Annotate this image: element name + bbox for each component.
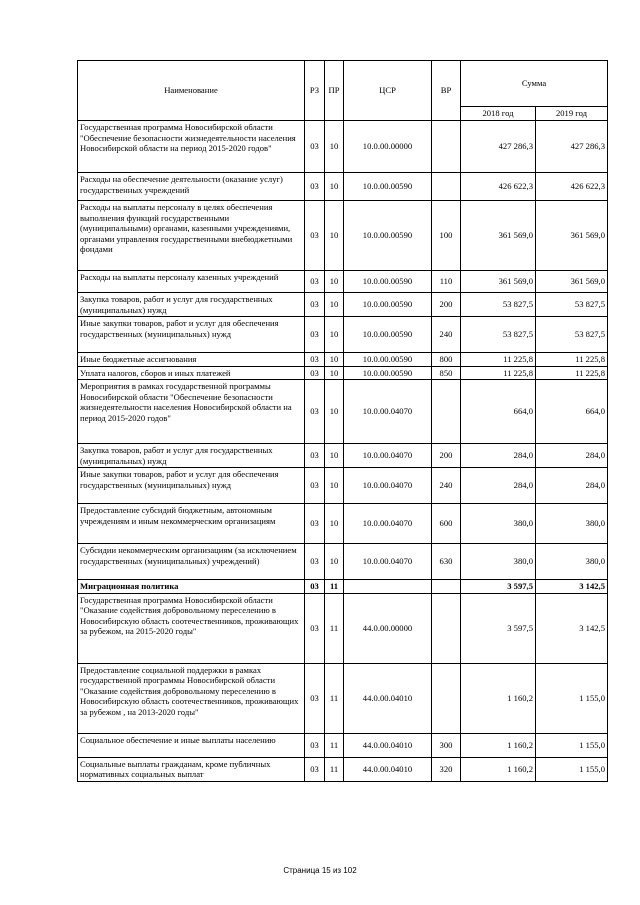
- row-sum-2019-cell: 361 569,0: [536, 271, 608, 293]
- row-rz-cell: 03: [305, 757, 325, 781]
- row-vr-cell: 200: [432, 444, 461, 468]
- row-name-cell: Закупка товаров, работ и услуг для государственных (муниципальных) нужд: [78, 444, 305, 468]
- page-footer: Страница 15 из 102: [283, 866, 357, 875]
- row-pr-cell: 10: [325, 544, 344, 580]
- row-name-cell: Предоставление социальной поддержки в рамках государственной программы Новосибирской области "Оказание содействия добровольному переселению в Новосибирскую область соотечественников, проживающих за рубежом , на 2013-2020 годы": [78, 663, 305, 733]
- row-sum-2019-cell: 284,0: [536, 444, 608, 468]
- budget-table: [77, 60, 608, 782]
- row-sum-2019-cell: 11 225,8: [536, 353, 608, 367]
- row-csr-cell: 10.0.00.04070: [344, 504, 432, 544]
- row-name-cell: Миграционная политика: [78, 580, 305, 594]
- header-rz: РЗ: [305, 61, 325, 121]
- row-rz-cell: 03: [305, 444, 325, 468]
- row-csr-cell: 10.0.00.04070: [344, 544, 432, 580]
- row-name-cell: Государственная программа Новосибирской области "Обеспечение безопасности жизнедеятельности населения Новосибирской области на период 2015-2020 годов": [78, 121, 305, 173]
- row-pr-cell: 10: [325, 380, 344, 444]
- row-vr-cell: [432, 580, 461, 594]
- row-rz-cell: 03: [305, 317, 325, 353]
- table-row: [78, 201, 608, 271]
- row-sum-2018-cell: 3 597,5: [461, 580, 536, 594]
- row-rz-cell: 03: [305, 504, 325, 544]
- row-name-cell: Иные закупки товаров, работ и услуг для обеспечения государственных (муниципальных) нужд: [78, 317, 305, 353]
- table-body: [78, 121, 608, 782]
- table-row: [78, 173, 608, 201]
- row-sum-2019-cell: 380,0: [536, 544, 608, 580]
- header-name: Наименование: [78, 61, 305, 121]
- table-row: [78, 468, 608, 504]
- row-sum-2019-cell: 427 286,3: [536, 121, 608, 173]
- row-sum-2019-cell: 3 142,5: [536, 580, 608, 594]
- row-sum-2019-cell: 3 142,5: [536, 593, 608, 663]
- row-sum-2019-cell: 53 827,5: [536, 293, 608, 317]
- row-csr-cell: 10.0.00.00590: [344, 317, 432, 353]
- table-row: [78, 353, 608, 367]
- row-sum-2018-cell: 427 286,3: [461, 121, 536, 173]
- row-sum-2018-cell: 11 225,8: [461, 353, 536, 367]
- row-vr-cell: 240: [432, 468, 461, 504]
- row-vr-cell: 800: [432, 353, 461, 367]
- row-name-cell: Субсидии некоммерческим организациям (за исключением государственных (муниципальных) учреждений): [78, 544, 305, 580]
- row-sum-2018-cell: 361 569,0: [461, 271, 536, 293]
- header-vr: ВР: [432, 61, 461, 121]
- row-sum-2018-cell: 284,0: [461, 468, 536, 504]
- row-name-cell: Социальное обеспечение и иные выплаты населению: [78, 733, 305, 757]
- row-vr-cell: 100: [432, 201, 461, 271]
- row-sum-2018-cell: 53 827,5: [461, 293, 536, 317]
- row-sum-2019-cell: 284,0: [536, 468, 608, 504]
- header-year-2019: 2019 год: [536, 107, 608, 121]
- row-rz-cell: 03: [305, 366, 325, 380]
- row-name-cell: Предоставление субсидий бюджетным, автономным учреждениям и иным некоммерческим организациям: [78, 504, 305, 544]
- row-vr-cell: 300: [432, 733, 461, 757]
- row-csr-cell: 10.0.00.00590: [344, 366, 432, 380]
- row-sum-2019-cell: 664,0: [536, 380, 608, 444]
- row-rz-cell: 03: [305, 353, 325, 367]
- row-sum-2018-cell: 3 597,5: [461, 593, 536, 663]
- row-name-cell: Расходы на выплаты персоналу казенных учреждений: [78, 271, 305, 293]
- row-csr-cell: 10.0.00.00590: [344, 353, 432, 367]
- row-csr-cell: 10.0.00.04070: [344, 444, 432, 468]
- row-vr-cell: [432, 173, 461, 201]
- row-name-cell: Закупка товаров, работ и услуг для государственных (муниципальных) нужд: [78, 293, 305, 317]
- row-rz-cell: 03: [305, 468, 325, 504]
- row-sum-2019-cell: 53 827,5: [536, 317, 608, 353]
- row-vr-cell: [432, 663, 461, 733]
- table-row: [78, 366, 608, 380]
- row-sum-2019-cell: 380,0: [536, 504, 608, 544]
- row-sum-2019-cell: 426 622,3: [536, 173, 608, 201]
- row-pr-cell: 11: [325, 733, 344, 757]
- row-sum-2018-cell: 1 160,2: [461, 663, 536, 733]
- row-rz-cell: 03: [305, 293, 325, 317]
- row-sum-2019-cell: 1 155,0: [536, 663, 608, 733]
- row-csr-cell: 44.0.00.00000: [344, 593, 432, 663]
- row-pr-cell: 10: [325, 353, 344, 367]
- row-name-cell: Расходы на выплаты персоналу в целях обеспечения выполнения функций государственными (муниципальными) органами, казенными учреждениями, органами управления государственными внебюджетными фондами: [78, 201, 305, 271]
- table-row: [78, 757, 608, 781]
- row-sum-2019-cell: 1 155,0: [536, 757, 608, 781]
- row-csr-cell: 44.0.00.04010: [344, 663, 432, 733]
- row-csr-cell: 10.0.00.00590: [344, 293, 432, 317]
- table-row: [78, 121, 608, 173]
- row-rz-cell: 03: [305, 663, 325, 733]
- row-pr-cell: 10: [325, 504, 344, 544]
- row-name-cell: Расходы на обеспечение деятельности (оказание услуг) государственных учреждений: [78, 173, 305, 201]
- row-rz-cell: 03: [305, 380, 325, 444]
- row-name-cell: Социальные выплаты гражданам, кроме публичных нормативных социальных выплат: [78, 757, 305, 781]
- table-row: [78, 504, 608, 544]
- row-name-cell: Иные закупки товаров, работ и услуг для обеспечения государственных (муниципальных) нужд: [78, 468, 305, 504]
- table-row: [78, 271, 608, 293]
- row-csr-cell: 10.0.00.00590: [344, 201, 432, 271]
- row-pr-cell: 10: [325, 366, 344, 380]
- header-row: [78, 61, 608, 107]
- row-pr-cell: 11: [325, 757, 344, 781]
- row-sum-2019-cell: 1 155,0: [536, 733, 608, 757]
- row-rz-cell: 03: [305, 580, 325, 594]
- row-rz-cell: 03: [305, 121, 325, 173]
- row-rz-cell: 03: [305, 201, 325, 271]
- row-sum-2018-cell: 284,0: [461, 444, 536, 468]
- row-vr-cell: 240: [432, 317, 461, 353]
- row-sum-2018-cell: 664,0: [461, 380, 536, 444]
- table-row: [78, 317, 608, 353]
- row-sum-2018-cell: 1 160,2: [461, 733, 536, 757]
- row-vr-cell: 200: [432, 293, 461, 317]
- table-row: [78, 663, 608, 733]
- row-vr-cell: 320: [432, 757, 461, 781]
- row-name-cell: Иные бюджетные ассигнования: [78, 353, 305, 367]
- row-vr-cell: [432, 121, 461, 173]
- row-pr-cell: 10: [325, 468, 344, 504]
- row-pr-cell: 10: [325, 317, 344, 353]
- row-pr-cell: 10: [325, 271, 344, 293]
- row-sum-2018-cell: 1 160,2: [461, 757, 536, 781]
- row-sum-2019-cell: 361 569,0: [536, 201, 608, 271]
- row-rz-cell: 03: [305, 733, 325, 757]
- row-vr-cell: 600: [432, 504, 461, 544]
- row-pr-cell: 10: [325, 444, 344, 468]
- row-sum-2018-cell: 380,0: [461, 544, 536, 580]
- row-pr-cell: 10: [325, 121, 344, 173]
- table-row: [78, 544, 608, 580]
- row-vr-cell: 110: [432, 271, 461, 293]
- row-csr-cell: [344, 580, 432, 594]
- row-vr-cell: 850: [432, 366, 461, 380]
- row-csr-cell: 10.0.00.00590: [344, 271, 432, 293]
- table-row: [78, 593, 608, 663]
- header-sum: Сумма: [461, 61, 608, 107]
- row-pr-cell: 10: [325, 173, 344, 201]
- row-sum-2018-cell: 11 225,8: [461, 366, 536, 380]
- row-csr-cell: 44.0.00.04010: [344, 757, 432, 781]
- header-csr: ЦСР: [344, 61, 432, 121]
- table-row: [78, 733, 608, 757]
- row-vr-cell: [432, 593, 461, 663]
- row-csr-cell: 10.0.00.04070: [344, 380, 432, 444]
- row-pr-cell: 11: [325, 580, 344, 594]
- row-csr-cell: 10.0.00.00590: [344, 173, 432, 201]
- row-pr-cell: 11: [325, 663, 344, 733]
- row-rz-cell: 03: [305, 593, 325, 663]
- row-csr-cell: 10.0.00.00000: [344, 121, 432, 173]
- row-name-cell: Мероприятия в рамках государственной программы Новосибирской области "Обеспечение безопасности жизнедеятельности населения Новосибирской области на период 2015-2020 годов": [78, 380, 305, 444]
- table-row: [78, 293, 608, 317]
- header-pr: ПР: [325, 61, 344, 121]
- row-sum-2018-cell: 380,0: [461, 504, 536, 544]
- row-sum-2019-cell: 11 225,8: [536, 366, 608, 380]
- row-sum-2018-cell: 53 827,5: [461, 317, 536, 353]
- table-row: [78, 444, 608, 468]
- row-pr-cell: 11: [325, 593, 344, 663]
- row-name-cell: Уплата налогов, сборов и иных платежей: [78, 366, 305, 380]
- row-pr-cell: 10: [325, 293, 344, 317]
- row-sum-2018-cell: 426 622,3: [461, 173, 536, 201]
- row-rz-cell: 03: [305, 173, 325, 201]
- row-rz-cell: 03: [305, 544, 325, 580]
- row-csr-cell: 44.0.00.04010: [344, 733, 432, 757]
- row-sum-2018-cell: 361 569,0: [461, 201, 536, 271]
- row-csr-cell: 10.0.00.04070: [344, 468, 432, 504]
- row-name-cell: Государственная программа Новосибирской области "Оказание содействия добровольному переселению в Новосибирскую область соотечественников, проживающих за рубежом, на 2015-2020 годы": [78, 593, 305, 663]
- table-row: [78, 580, 608, 594]
- row-vr-cell: 630: [432, 544, 461, 580]
- row-rz-cell: 03: [305, 271, 325, 293]
- row-pr-cell: 10: [325, 201, 344, 271]
- row-vr-cell: [432, 380, 461, 444]
- table-row: [78, 380, 608, 444]
- header-year-2018: 2018 год: [461, 107, 536, 121]
